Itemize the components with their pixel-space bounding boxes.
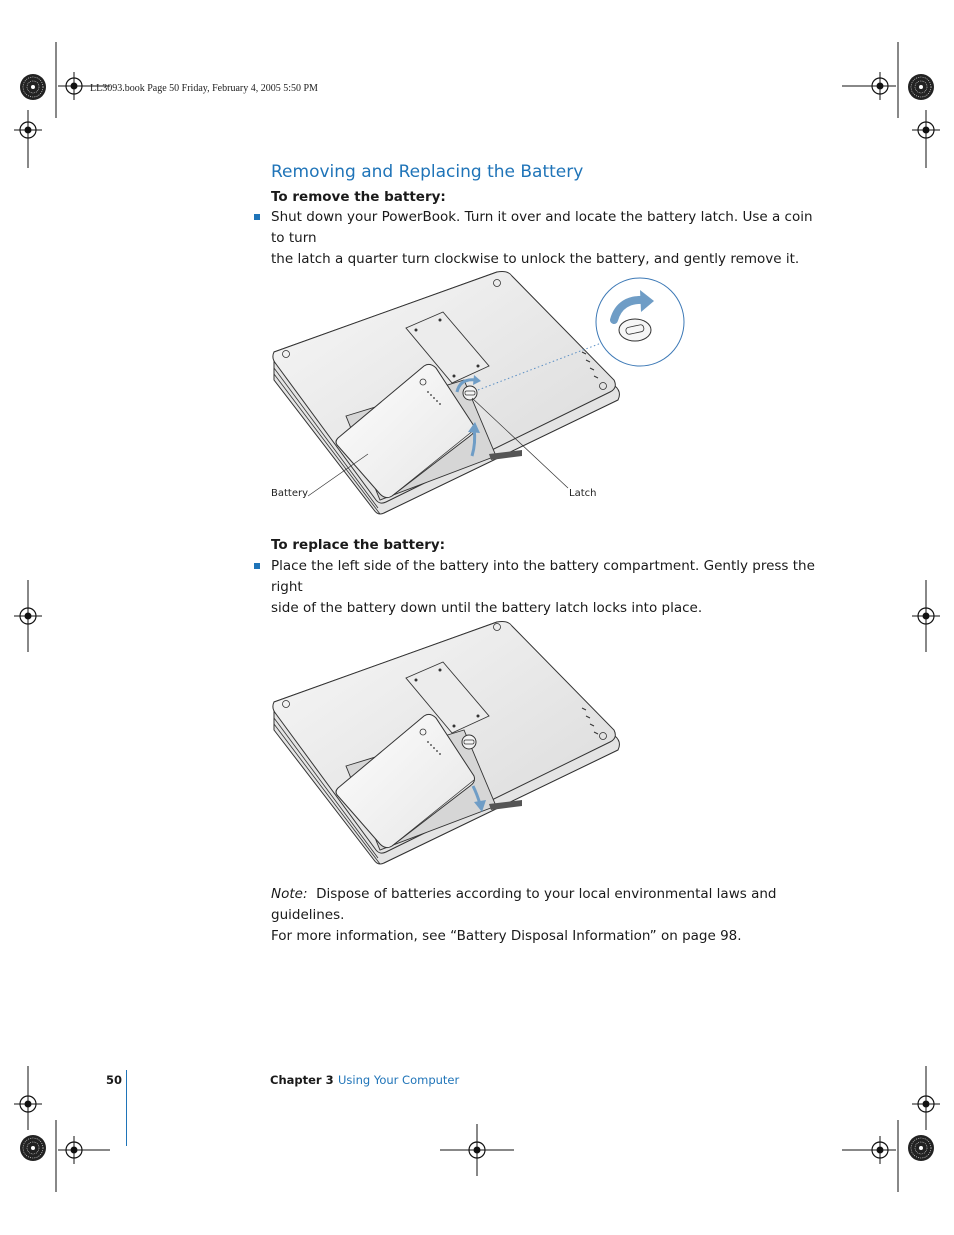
figure-battery-removal (260, 268, 700, 523)
note-line2: For more information, see “Battery Disposal Information” on page 98. (271, 928, 742, 944)
note-text-line1: Dispose of batteries according to your local environmental laws and guidelines. (271, 886, 777, 923)
remove-step (271, 207, 827, 270)
print-header: LL3093.book Page 50 Friday, February 4, 2005 5:50 PM (90, 83, 318, 94)
note-label: Note: (271, 886, 308, 902)
page-number: 50 (106, 1073, 123, 1087)
replace-step-line1: Place the left side of the battery into the battery compartment. Gently press the right (271, 558, 815, 595)
remove-step-line2: the latch a quarter turn clockwise to unlock the battery, and gently remove it. (271, 251, 800, 267)
remove-step-line1: Shut down your PowerBook. Turn it over and locate the battery latch. Use a coin to turn (271, 209, 813, 246)
figure-battery-replacement (260, 618, 630, 870)
bullet-icon (254, 563, 260, 569)
footer-rule (126, 1070, 127, 1146)
note-line1 (271, 884, 827, 926)
footer-chapter: Chapter 3 (270, 1073, 334, 1087)
footer-chapter-title: Using Your Computer (338, 1073, 460, 1087)
section-title: Removing and Replacing the Battery (271, 162, 584, 182)
note (271, 884, 827, 947)
replace-step (271, 556, 827, 619)
latch-callout: Latch (569, 488, 597, 499)
battery-callout: Battery (271, 488, 309, 499)
replace-step-line2: side of the battery down until the battery latch locks into place. (271, 600, 703, 616)
remove-heading: To remove the battery: (271, 189, 446, 205)
bullet-icon (254, 214, 260, 220)
replace-heading: To replace the battery: (271, 537, 446, 553)
